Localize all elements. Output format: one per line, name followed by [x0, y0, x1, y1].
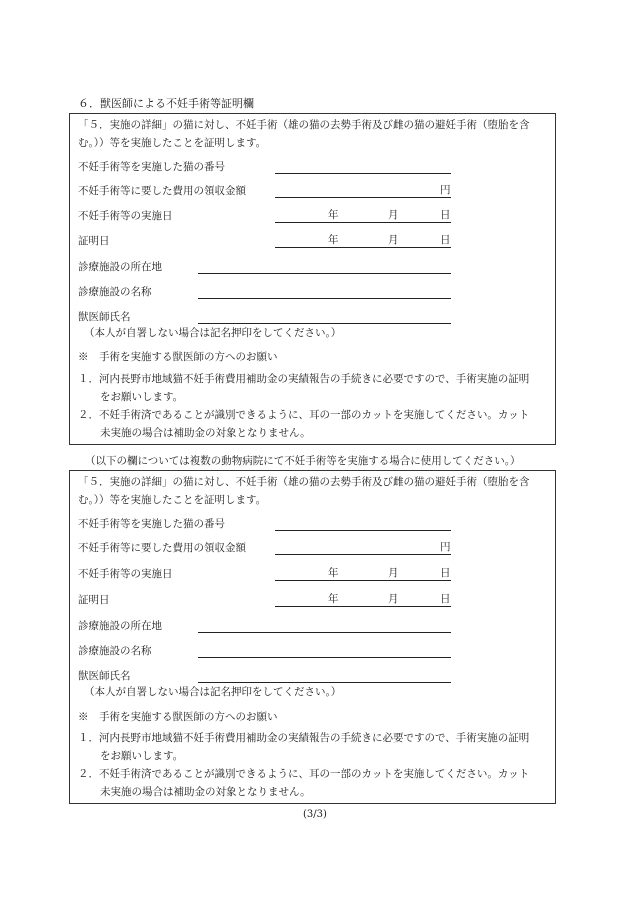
- intro-line-1: 「５．実施の詳細」の猫に対し、不妊手術（雄の猫の去勢手術及び雌の猫の避妊手術（堕胎を含: [78, 119, 530, 131]
- month-unit: 月: [388, 567, 399, 579]
- month-unit: 月: [388, 234, 399, 246]
- request-1-line-1: １．河内長野市地域猫不妊手術費用補助金の実績報告の手続きに必要ですので、手術実施の証明: [78, 373, 530, 385]
- cert-date-field[interactable]: [275, 247, 451, 248]
- yen-unit: 円: [440, 184, 451, 196]
- request-2-line-1: ２．不妊手術済であることが識別できるように、耳の一部のカットを実施してください。カット: [78, 409, 530, 421]
- clinic-address-field[interactable]: [198, 273, 451, 274]
- year-unit: 年: [328, 234, 339, 246]
- day-unit: 日: [440, 209, 451, 221]
- clinic-address-label: 診療施設の所在地: [78, 261, 162, 273]
- clinic-name-field[interactable]: [198, 657, 451, 658]
- request-1-line-2: をお願いします。: [100, 750, 184, 762]
- intro-line-2: む。））等を実施したことを証明します。: [78, 137, 267, 149]
- surgery-date-field[interactable]: [275, 580, 451, 581]
- signature-note: （本人が自署しない場合は記名押印をしてください。）: [84, 686, 342, 698]
- vet-name-field[interactable]: [198, 682, 451, 683]
- clinic-address-label: 診療施設の所在地: [78, 620, 162, 632]
- request-2-line-1: ２．不妊手術済であることが識別できるように、耳の一部のカットを実施してください。カット: [78, 768, 530, 780]
- cat-number-field[interactable]: [275, 173, 451, 174]
- request-1-line-2: をお願いします。: [100, 391, 184, 403]
- request-heading: ※ 手術を実施する獣医師の方へのお願い: [78, 711, 278, 723]
- receipt-amount-field[interactable]: [275, 554, 451, 555]
- cat-number-label: 不妊手術等を実施した猫の番号: [78, 161, 225, 173]
- cert-date-field[interactable]: [275, 606, 451, 607]
- year-unit: 年: [328, 593, 339, 605]
- vet-name-label: 獣医師氏名: [78, 311, 131, 323]
- intro-line-1: 「５．実施の詳細」の猫に対し、不妊手術（雄の猫の去勢手術及び雌の猫の避妊手術（堕胎を含: [78, 476, 530, 488]
- cat-number-field[interactable]: [275, 530, 451, 531]
- cert-date-label: 証明日: [78, 235, 110, 247]
- surgery-date-field[interactable]: [275, 222, 451, 223]
- day-unit: 日: [440, 567, 451, 579]
- clinic-address-field[interactable]: [198, 632, 451, 633]
- request-2-line-2: 未実施の場合は補助金の対象となりません。: [100, 786, 311, 798]
- request-1-line-1: １．河内長野市地域猫不妊手術費用補助金の実績報告の手続きに必要ですので、手術実施の証明: [78, 732, 530, 744]
- clinic-name-label: 診療施設の名称: [78, 286, 152, 298]
- receipt-amount-label: 不妊手術等に要した費用の領収金額: [78, 185, 246, 197]
- vet-certificate-box-1: [69, 113, 556, 445]
- month-unit: 月: [388, 593, 399, 605]
- additional-box-note: （以下の欄については複数の動物病院にて不妊手術等を実施する場合に使用してください。）: [85, 455, 521, 467]
- vet-name-label: 獣医師氏名: [78, 670, 131, 682]
- year-unit: 年: [328, 567, 339, 579]
- receipt-amount-field[interactable]: [275, 197, 451, 198]
- yen-unit: 円: [440, 541, 451, 553]
- receipt-amount-label: 不妊手術等に要した費用の領収金額: [78, 542, 246, 554]
- year-unit: 年: [328, 209, 339, 221]
- month-unit: 月: [388, 209, 399, 221]
- cat-number-label: 不妊手術等を実施した猫の番号: [78, 518, 225, 530]
- signature-note: （本人が自署しない場合は記名押印をしてください。）: [84, 327, 342, 339]
- request-2-line-2: 未実施の場合は補助金の対象となりません。: [100, 427, 311, 439]
- request-heading: ※ 手術を実施する獣医師の方へのお願い: [78, 351, 278, 363]
- clinic-name-label: 診療施設の名称: [78, 645, 152, 657]
- section-title: ６．獣医師による不妊手術等証明欄: [78, 97, 254, 110]
- clinic-name-field[interactable]: [198, 298, 451, 299]
- surgery-date-label: 不妊手術等の実施日: [78, 210, 173, 222]
- vet-certificate-box-2: [69, 470, 556, 804]
- page-number: (3/3): [303, 809, 327, 820]
- day-unit: 日: [440, 593, 451, 605]
- intro-line-2: む。））等を実施したことを証明します。: [78, 494, 267, 506]
- vet-name-field[interactable]: [198, 323, 451, 324]
- cert-date-label: 証明日: [78, 594, 110, 606]
- day-unit: 日: [440, 234, 451, 246]
- surgery-date-label: 不妊手術等の実施日: [78, 568, 173, 580]
